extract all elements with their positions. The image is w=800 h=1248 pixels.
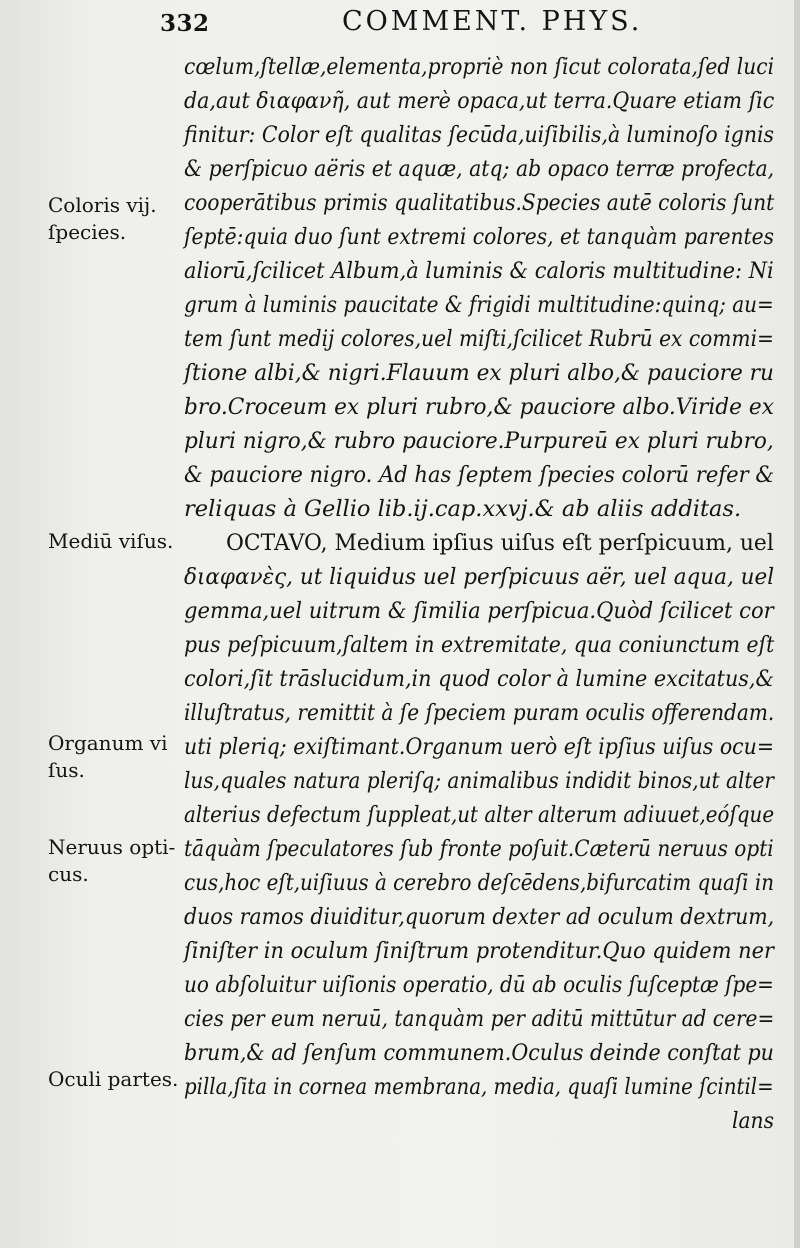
text-line: & perſpicuo aëris et aquæ, atq; ab opaco terræ profecta, — [184, 156, 775, 182]
margin-note-oculi-partes: Oculi partes. — [48, 1067, 179, 1091]
text-line: gemma,uel uitrum & ſimilia perſpicua.Quòd ſcilicet cor — [184, 598, 774, 624]
text-line: & pauciore nigro. Ad has ſeptem ſpecies colorū refer & — [184, 462, 775, 488]
margin-note-organum-visus: Organum vi ſus. — [48, 731, 168, 782]
text-line: brum,& ad ſenſum communem.Oculus deinde conſtat pu — [184, 1040, 774, 1066]
text-line: tem ſunt medij colores,uel miſti,ſcilicet Rubrū ex commi= — [184, 326, 774, 352]
text-line: pilla,ſita in cornea membrana, media, quaſi lumine ſcintil= — [184, 1074, 774, 1100]
margin-note-coloris-species: Coloris vij. ſpecies. — [48, 193, 157, 244]
show-through-left — [10, 176, 20, 190]
text-line: duos ramos diuiditur,quorum dexter ad oculum dextrum, — [184, 904, 775, 930]
text-line: da,aut διαφανῆ, aut merè opaca,ut terra.Quare etiam ſic — [184, 88, 775, 114]
text-line: cooperātibus primis qualitatibus.Species autē coloris ſunt — [184, 190, 775, 216]
text-line: ſtione albi,& nigri.Flauum ex pluri albo,& pauciore ru — [184, 360, 774, 386]
text-line: lans — [732, 1108, 774, 1134]
text-line: ſeptē:quia duo ſunt extremi colores, et tanquàm parentes — [184, 224, 775, 250]
margin-note-medium-visus: Mediū viſus. — [48, 529, 174, 553]
text-line: pluri nigro,& rubro pauciore.Purpureū ex pluri rubro, — [184, 428, 774, 454]
body-text — [184, 50, 774, 1138]
text-line: illuſtratus, remittit à ſe ſpeciem puram oculis offerendam. — [184, 700, 775, 726]
text-line: διαφανὲς, ut liquidus uel perſpicuus aër, uel aqua, uel — [184, 564, 775, 590]
text-line: grum à luminis paucitate & frigidi multitudine:quinq; au= — [184, 292, 774, 318]
running-head: COMMENT. PHYS. — [342, 6, 643, 37]
text-line: pus peſpicuum,ſaltem in extremitate, qua coniunctum eſt — [184, 632, 775, 658]
page-edge — [794, 0, 800, 1248]
text-line: ſiniſter in oculum ſiniſtrum protenditur.Quo quidem ner — [184, 938, 774, 964]
text-line: finitur: Color eſt qualitas ſecūda,uiſibilis,à luminoſo ignis — [184, 122, 775, 148]
text-line: tāquàm ſpeculatores ſub fronte poſuit.Cæterū neruus opti — [184, 836, 774, 862]
text-line: aliorū,ſcilicet Album,à luminis & caloris multitudine: Ni — [184, 258, 774, 284]
text-line: cus,hoc eſt,uiſiuus à cerebro deſcēdens,bifurcatim quaſi in — [184, 870, 775, 896]
text-line: colori,ſit trāslucidum,in quod color à lumine excitatus,& — [184, 666, 774, 692]
text-line: lus,quales natura pleriſq; animalibus indidit binos,ut alter — [184, 768, 774, 794]
text-line: reliquas à Gellio lib.ij.cap.xxvj.& ab aliis additas. — [184, 496, 742, 522]
text-line: OCTAVO, Medium ipſius uiſus eſt perſpicuum, uel — [226, 530, 774, 556]
text-line: alterius defectum ſuppleat,ut alter alterum adiuuet,eóſque — [184, 802, 775, 828]
page-number: 332 — [160, 10, 210, 37]
text-line: uo abſoluitur uiſionis operatio, dū ab oculis ſuſceptæ ſpe= — [184, 972, 774, 998]
text-line: uti pleriq; exiſtimant.Organum uerò eſt ipſius uiſus ocu= — [184, 734, 775, 760]
margin-note-neruus-opticus: Neruus opti- cus. — [48, 835, 176, 886]
text-line: bro.Croceum ex pluri rubro,& pauciore albo.Viride ex — [184, 394, 774, 420]
text-line: cœlum,ſtellæ,elementa,propriè non ſicut colorata,ſed luci — [184, 54, 775, 80]
text-line: cies per eum neruū, tanquàm per aditū mittūtur ad cere= — [184, 1006, 775, 1032]
